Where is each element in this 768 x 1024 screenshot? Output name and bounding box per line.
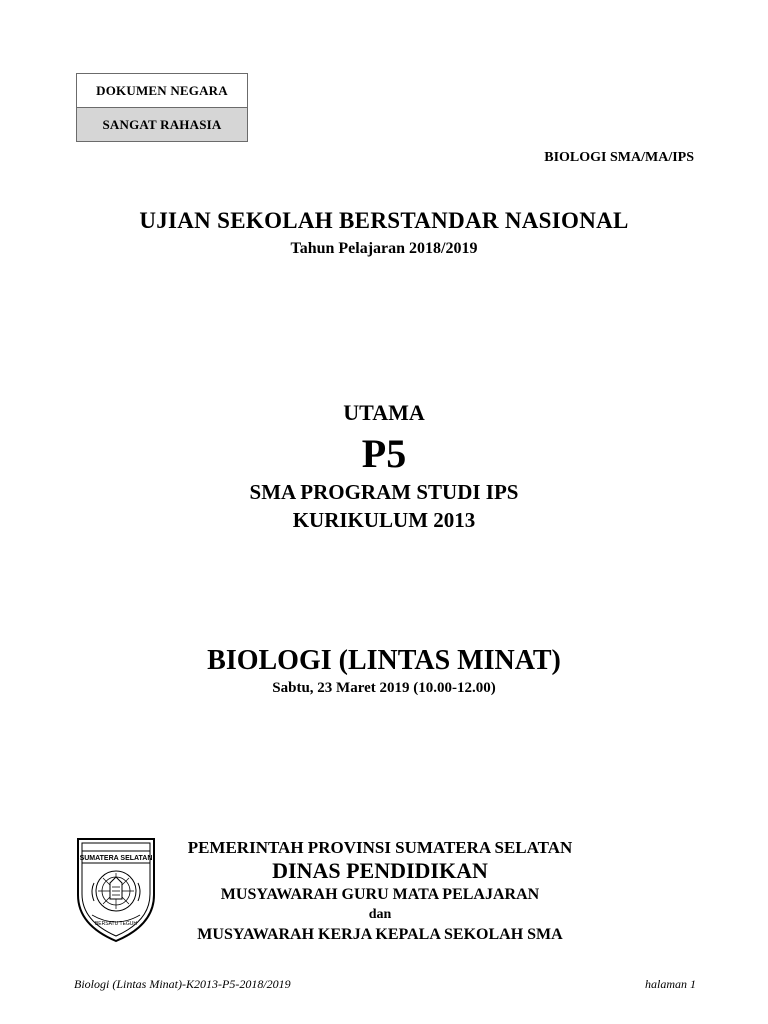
logo-top-text: SUMATERA SELATAN (79, 855, 153, 862)
classification-box (76, 73, 248, 142)
footer-page-number: halaman 1 (645, 977, 696, 991)
classification-line-1: DOKUMEN NEGARA (77, 74, 247, 108)
package-type: UTAMA (343, 400, 425, 425)
mgmp-name: MUSYAWARAH GURU MATA PELAJARAN (220, 886, 540, 903)
emblem-icon (72, 833, 160, 945)
subject-name: BIOLOGI (LINTAS MINAT) (207, 645, 561, 676)
curriculum: KURIKULUM 2013 (292, 508, 476, 532)
package-code: P5 (361, 431, 407, 476)
footer-document-code: Biologi (Lintas Minat)-K2013-P5-2018/2019 (74, 977, 291, 991)
exam-schedule: Sabtu, 23 Maret 2019 (10.00-12.00) (272, 680, 496, 696)
classification-line-2: SANGAT RAHASIA (77, 108, 247, 141)
conjunction: dan (368, 907, 392, 922)
subject-code: BIOLOGI SMA/MA/IPS (544, 150, 694, 165)
logo-bottom-text: BERSATU TEGUH (94, 921, 138, 927)
department-name: DINAS PENDIDIKAN (272, 858, 488, 883)
study-program: SMA PROGRAM STUDI IPS (249, 480, 519, 504)
province-emblem-logo (72, 833, 160, 945)
exam-year: Tahun Pelajaran 2018/2019 (290, 240, 478, 257)
exam-title: UJIAN SEKOLAH BERSTANDAR NASIONAL (139, 208, 629, 233)
mkks-name: MUSYAWARAH KERJA KEPALA SEKOLAH SMA (197, 926, 563, 943)
government-name: PEMERINTAH PROVINSI SUMATERA SELATAN (187, 838, 573, 857)
